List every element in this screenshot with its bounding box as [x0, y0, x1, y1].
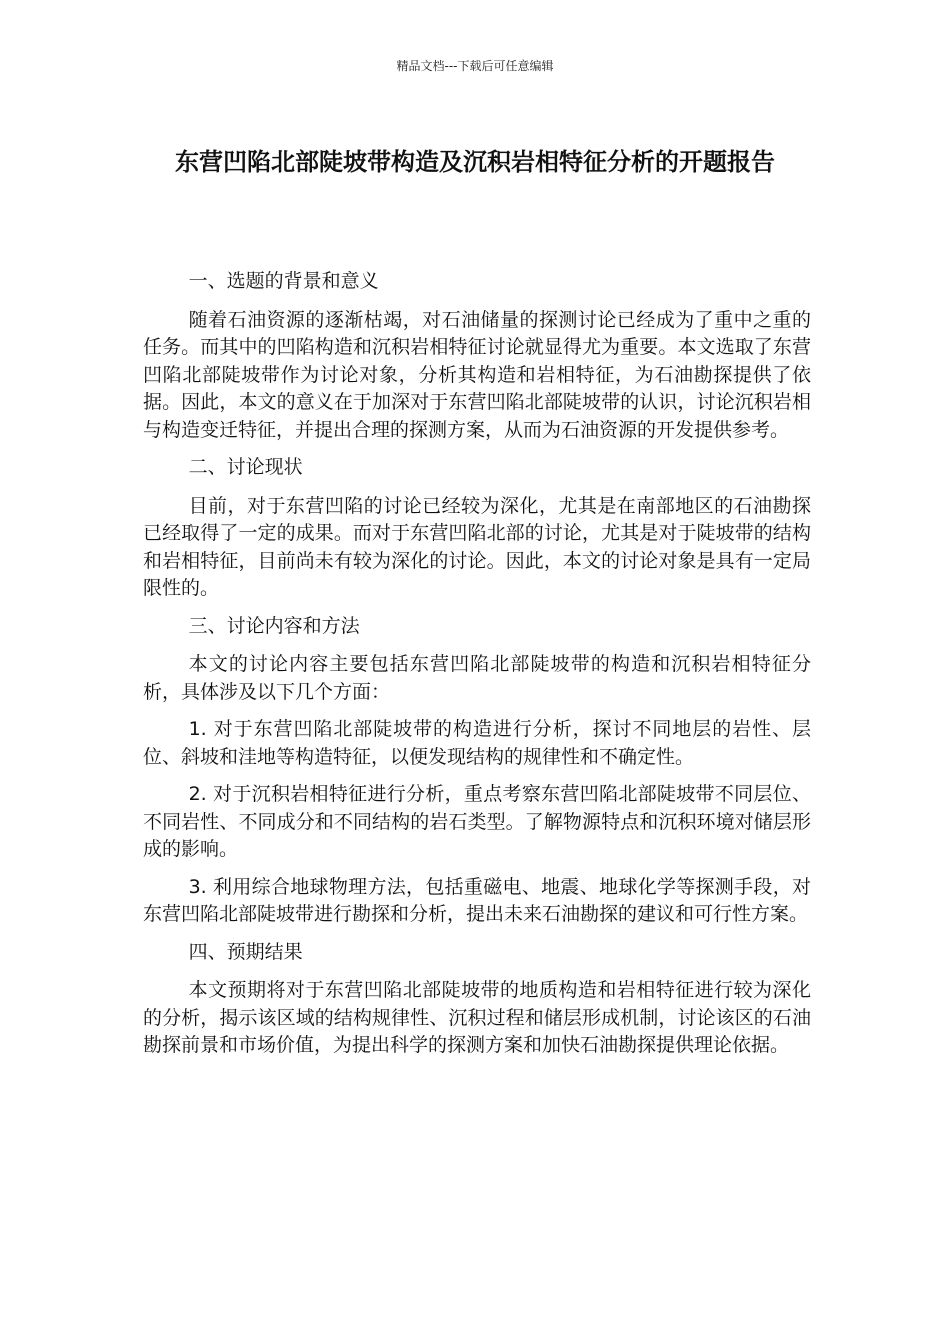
- section-heading: 二、讨论现状: [188, 456, 303, 478]
- section-heading: 一、选题的背景和意义: [188, 270, 379, 292]
- paragraph: 本文的讨论内容主要包括东营凹陷北部陡坡带的构造和沉积岩相特征分析，具体涉及以下几个方面：: [143, 653, 811, 703]
- paragraph: 随着石油资源的逐渐枯竭，对石油储量的探测讨论已经成为了重中之重的任务。而其中的凹陷构造和沉积岩相特征讨论就显得尤为重要。本文选取了东营凹陷北部陡坡带作为讨论对象，分析其构造和岩相特征，为石油勘探提供了依据。因此，本文的意义在于加深对于东营凹陷北部陡坡带的认识，讨论沉积岩相与构造变迁特征，并提出合理的探测方案，从而为石油资源的开发提供参考。: [143, 308, 811, 441]
- header-note: 精品文档---下载后可任意编辑: [396, 59, 554, 73]
- list-item: 2. 对于沉积岩相特征进行分析，重点考察东营凹陷北部陡坡带不同层位、不同岩性、不同成分和不同结构的岩石类型。了解物源特点和沉积环境对储层形成的影响。: [143, 783, 811, 860]
- document-body: [143, 268, 811, 1070]
- paragraph: 目前，对于东营凹陷的讨论已经较为深化，尤其是在南部地区的石油勘探已经取得了一定的成果。而对于东营凹陷北部的讨论，尤其是对于陡坡带的结构和岩相特征，目前尚未有较为深化的讨论。因此，本文的讨论对象是具有一定局限性的。: [143, 494, 811, 599]
- section-heading: 四、预期结果: [188, 940, 303, 963]
- list-item: 1. 对于东营凹陷北部陡坡带的构造进行分析，探讨不同地层的岩性、层位、斜坡和洼地等构造特征，以便发现结构的规律性和不确定性。: [143, 718, 811, 768]
- paragraph: 本文预期将对于东营凹陷北部陡坡带的地质构造和岩相特征进行较为深化的分析，揭示该区域的结构规律性、沉积过程和储层形成机制，讨论该区的石油勘探前景和市场价值，为提出科学的探测方案和加快石油勘探提供理论依据。: [143, 979, 811, 1056]
- section-heading: 三、讨论内容和方法: [188, 614, 360, 637]
- document-title: 东营凹陷北部陡坡带构造及沉积岩相特征分析的开题报告: [175, 148, 775, 176]
- list-item: 3. 利用综合地球物理方法，包括重磁电、地震、地球化学等探测手段，对东营凹陷北部陡坡带进行勘探和分析，提出未来石油勘探的建议和可行性方案。: [143, 875, 811, 925]
